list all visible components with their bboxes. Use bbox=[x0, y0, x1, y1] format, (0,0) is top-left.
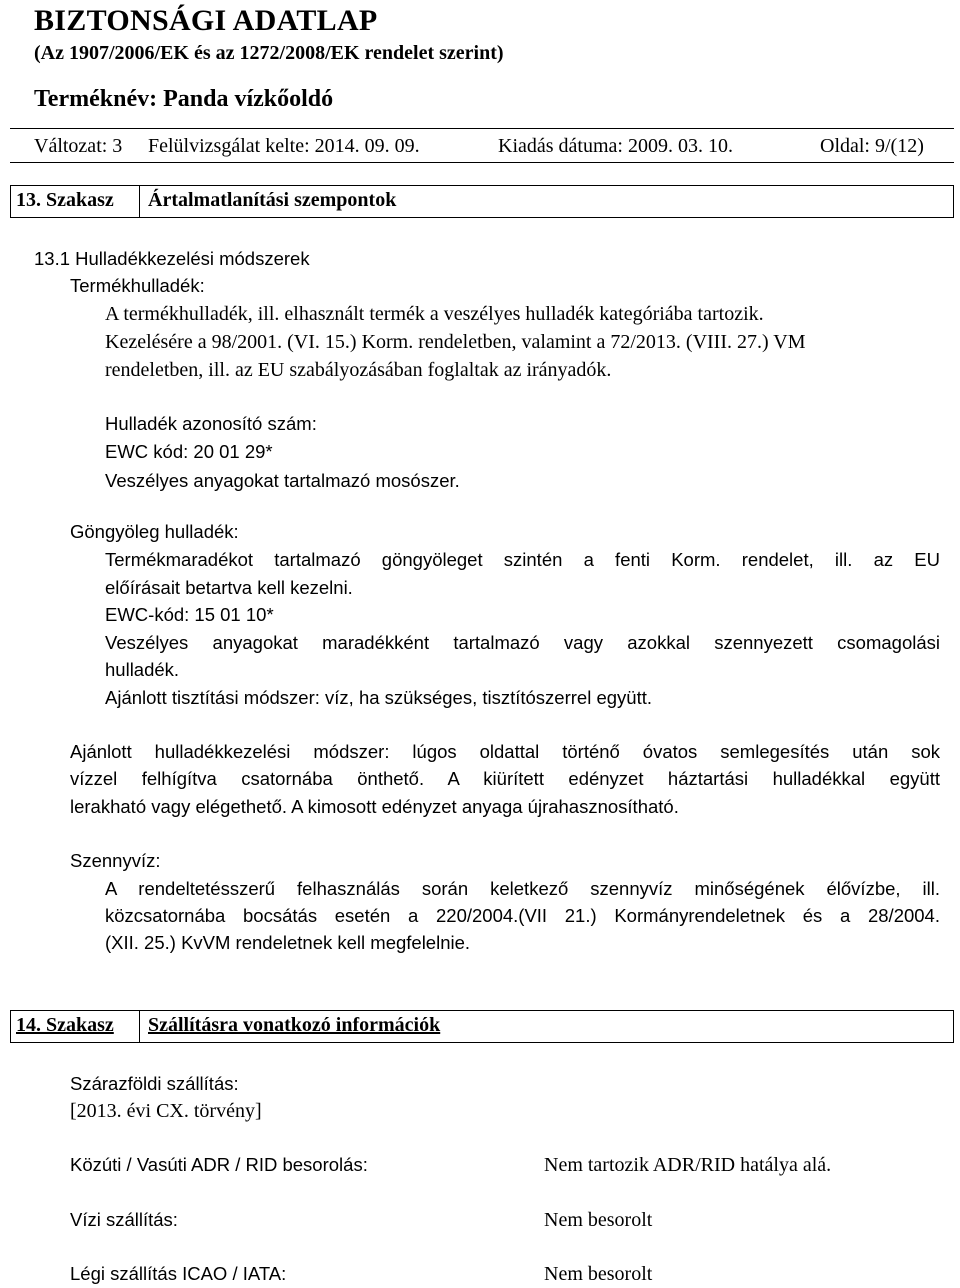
section-divider bbox=[139, 186, 140, 217]
product-waste-line: Kezelésére a 98/2001. (VI. 15.) Korm. rendeletben, valamint a 72/2013. (VIII. 27.) VM bbox=[105, 331, 806, 353]
section-divider bbox=[139, 1011, 140, 1042]
section-14-title: Szállításra vonatkozó információk bbox=[148, 1014, 441, 1036]
ewc-code-1: EWC kód: 20 01 29* bbox=[105, 441, 273, 462]
transport-row-value: Nem besorolt bbox=[544, 1263, 653, 1285]
version-label: Változat: 3 bbox=[34, 135, 123, 157]
packaging-line: előírásait betartva kell kezelni. bbox=[105, 577, 353, 598]
header-rule-top bbox=[10, 128, 954, 129]
ewc-description-2: hulladék. bbox=[105, 659, 180, 680]
section-13-title: Ártalmatlanítási szempontok bbox=[148, 189, 397, 211]
regulation-subtitle: (Az 1907/2006/EK és az 1272/2008/EK rendelet szerint) bbox=[34, 42, 504, 64]
methods-heading: 13.1 Hulladékkezelési módszerek bbox=[34, 248, 310, 269]
wastewater-label: Szennyvíz: bbox=[70, 850, 161, 871]
transport-row-value: Nem tartozik ADR/RID hatálya alá. bbox=[544, 1154, 832, 1176]
header-rule-bottom bbox=[10, 162, 954, 163]
product-name: Terméknév: Panda vízkőoldó bbox=[34, 86, 334, 112]
ewc-description-1: Veszélyes anyagokat tartalmazó mosószer. bbox=[105, 470, 460, 491]
recommended-method-line: vízzel felhígítva csatornába önthető. A kiürített edényzet háztartási hulladékkal együtt bbox=[70, 768, 940, 789]
transport-row-label: Légi szállítás ICAO / IATA: bbox=[70, 1263, 287, 1284]
product-waste-line: rendeletben, ill. az EU szabályozásában foglaltak az irányadók. bbox=[105, 359, 612, 381]
transport-row-label: Vízi szállítás: bbox=[70, 1209, 178, 1230]
packaging-waste-label: Göngyöleg hulladék: bbox=[70, 521, 239, 542]
cleaning-method: Ajánlott tisztítási módszer: víz, ha szükséges, tisztítószerrel együtt. bbox=[105, 687, 652, 708]
wastewater-line: (XII. 25.) KvVM rendeletnek kell megfelelnie. bbox=[105, 932, 471, 953]
product-waste-line: A termékhulladék, ill. elhasznált termék a veszélyes hulladék kategóriába tartozik. bbox=[105, 303, 764, 325]
review-date: Felülvizsgálat kelte: 2014. 09. 09. bbox=[148, 135, 420, 157]
product-waste-label: Termékhulladék: bbox=[70, 275, 205, 296]
page-number: Oldal: 9/(12) bbox=[820, 135, 924, 157]
transport-row-value: Nem besorolt bbox=[544, 1209, 653, 1231]
waste-id-label: Hulladék azonosító szám: bbox=[105, 413, 317, 434]
packaging-line: Termékmaradékot tartalmazó göngyöleget szintén a fenti Korm. rendelet, ill. az EU bbox=[105, 549, 940, 570]
ewc-code-2: EWC-kód: 15 01 10* bbox=[105, 604, 274, 625]
recommended-method-line: lerakható vagy elégethető. A kimosott edényzet anyaga újrahasznosítható. bbox=[70, 796, 679, 817]
section-13-number: 13. Szakasz bbox=[16, 189, 114, 211]
section-13-header bbox=[10, 185, 954, 218]
section-14-number: 14. Szakasz bbox=[16, 1014, 114, 1036]
section-14-header bbox=[10, 1010, 954, 1043]
wastewater-line: A rendeltetésszerű felhasználás során keletkező szennyvíz minőségének élővízbe, ill. bbox=[105, 878, 940, 899]
law-reference: [2013. évi CX. törvény] bbox=[70, 1100, 262, 1122]
wastewater-line: közcsatornába bocsátás esetén a 220/2004.(VII 21.) Kormányrendeletnek és a 28/2004. bbox=[105, 905, 940, 926]
recommended-method-line: Ajánlott hulladékkezelési módszer: lúgos oldattal történő óvatos semlegesítés után sok bbox=[70, 741, 940, 762]
issue-date: Kiadás dátuma: 2009. 03. 10. bbox=[498, 135, 733, 157]
document-title: BIZTONSÁGI ADATLAP bbox=[34, 4, 378, 37]
ewc-description-2: Veszélyes anyagokat maradékként tartalmazó vagy azokkal szennyezett csomagolási bbox=[105, 632, 940, 653]
transport-row-label: Közúti / Vasúti ADR / RID besorolás: bbox=[70, 1154, 368, 1175]
land-transport-label: Szárazföldi szállítás: bbox=[70, 1073, 239, 1094]
